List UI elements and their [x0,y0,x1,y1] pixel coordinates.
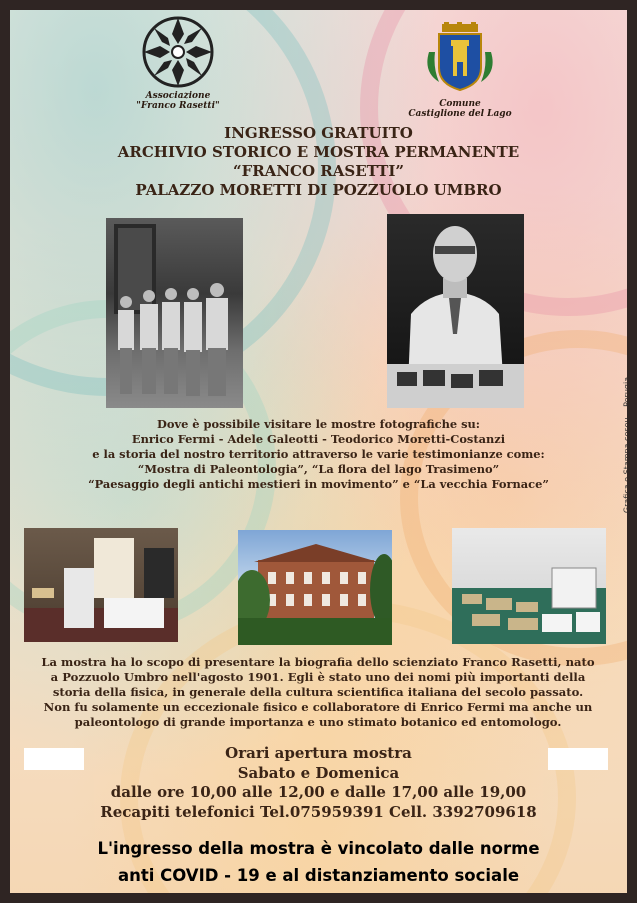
hours-times: dalle ore 10,00 alle 12,00 e dalle 17,00 alle 19,00 [110,783,527,801]
print-credit [620,360,634,530]
bio-line4: Non fu solamente un eccezionale fisico e collaboratore di Enrico Fermi ma anche un [43,700,593,714]
info-line4: “Mostra di Paleontologia”, “La flora del lago Trasimeno” [137,462,500,476]
title-line1: INGRESSO GRATUITO [224,124,413,142]
blank-box-right [548,748,608,770]
ammonite-icon [140,14,216,90]
print-credit-text: Grafica e Stampa ceseu— Perugia [622,376,632,514]
association-logo [140,14,216,90]
comune-line1: Comune [439,99,481,109]
association-line2: "Franco Rasetti" [136,101,220,111]
association-name [120,91,236,111]
covid-notice-line1: L'ingresso della mostra è vincolato dalle norme [97,839,540,858]
comune-line2: Castiglione del Lago [408,109,512,119]
photo-palazzo-moretti [238,530,392,645]
info-line2: Enrico Fermi - Adele Galeotti - Teodorico Moretti-Costanzi [131,432,506,446]
title-line2: ARCHIVIO STORICO E MOSTRA PERMANENTE [117,143,520,161]
title-line4: PALAZZO MORETTI DI POZZUOLO UMBRO [135,181,502,199]
poster-title [60,124,577,200]
photo-fossil-collection [452,528,606,644]
hours-contacts: Recapiti telefonici Tel.075959391 Cell. 3392709618 [100,802,537,821]
association-line1: Associazione [145,91,211,101]
comune-crest [425,22,495,94]
photo-franco-rasetti [387,214,524,408]
photo-group-of-men [106,218,243,408]
exhibitions-info [40,417,597,492]
info-line5: “Paesaggio degli antichi mestieri in movimento” e “La vecchia Fornace” [88,477,549,491]
biography-text [18,655,618,730]
title-line3: “FRANCO RASETTI” [232,162,405,180]
hours-days: Sabato e Domenica [237,763,400,782]
info-line1: Dove è possibile visitare le mostre fotografiche su: [157,417,480,431]
photo-exhibition-room [24,528,178,642]
coat-of-arms-icon [425,22,495,94]
bio-line2: a Pozzuolo Umbro nell'agosto 1901. Egli è stato uno dei nomi più importanti della [50,670,586,684]
opening-hours [80,744,557,822]
hours-title: Orari apertura mostra [225,744,412,762]
bio-line3: storia della fisica, in generale della cultura scientifica italiana del secolo passato. [52,685,584,699]
bio-line1: La mostra ha lo scopo di presentare la biografia dello scienziato Franco Rasetti, nato [41,655,595,669]
blank-box-left [24,748,84,770]
bio-line5: paleontologo di grande importanza e uno stimato botanico ed entomologo. [74,715,562,729]
covid-notice-line2: anti COVID - 19 e al distanziamento sociale [117,866,520,885]
info-line3: e la storia del nostro territorio attraverso le varie testimonianze come: [92,447,545,461]
comune-name [400,99,520,119]
